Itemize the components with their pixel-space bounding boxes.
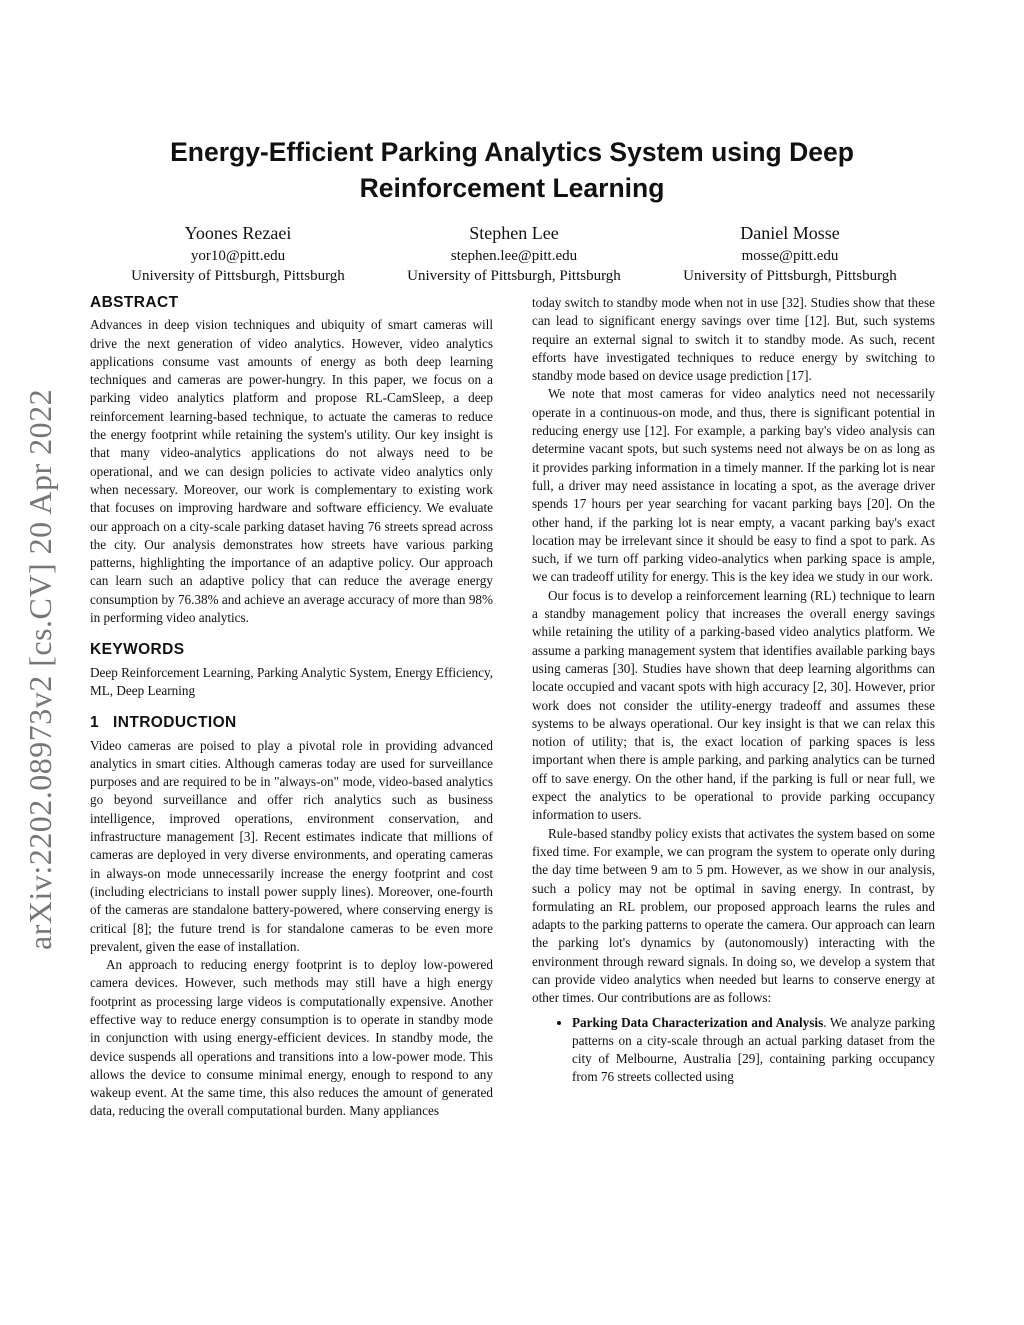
section-number: 1 [90,714,100,732]
author-affiliation: University of Pittsburgh, Pittsburgh [407,268,621,284]
intro-paragraph-1: Video cameras are poised to play a pivotal role in providing advanced analytics in smart cities. Although cameras today are used for surveillance purposes and are required to be in "always-on" mode, video-based analytics go beyond surveillance and offer rich analytics such as business intelligence, improved operations, environment conservation, and infrastructure management [3]. Recent estimates indicate that millions of cameras are deployed in very diverse environments, and operating cameras in always-on mode unnecessarily increase the energy footprint and cost (including electricians to install power supply lines). Moreover, one-fourth of the cameras are standalone battery-powered, where conserving energy is critical [8]; the future trend is for standalone cameras to be even more prevalent, given the ease of installation. [90,737,493,954]
intro-paragraph-2: An approach to reducing energy footprint is to deploy low-powered camera devices. However, such methods may still have a high energy footprint as processing large videos is computationally expensive. Another effective way to reduce energy consumption is to operate in standby mode in conjunction with using energy-efficient devices. In standby mode, the device suspends all operations and transitions into a low-power mode. This allows the device to consume minimal energy, enough to respond to any wakeup event. At the same time, this also reduces the amount of generated data, reducing the overall computational burden. Many appliances [90,957,493,1119]
keywords-heading: KEYWORDS [90,641,185,659]
arxiv-identifier: arXiv:2202.08973v2 [cs.CV] 20 Apr 2022 [22,388,58,950]
author-block [100,220,930,286]
contributions-list [532,1014,935,1087]
author-email: mosse@pitt.edu [741,248,839,264]
author-name: Daniel Mosse [740,223,840,243]
abstract-text: Advances in deep vision techniques and ubiquity of smart cameras will drive the next generation of video analytics. However, video analytics applications consume vast amounts of energy as both deep learning techniques and cameras are power-hungry. In this paper, we focus on a parking video analytics platform and propose RL-CamSleep, a deep reinforcement learning-based technique, to actuate the cameras to reduce the energy footprint while retaining the system's utility. Our key insight is that many video-analytics applications do not always need to be operational, and we can design policies to activate video analytics only when necessary. Moreover, our work is complementary to existing work that focuses on improving hardware and software efficiency. We evaluate our approach on a city-scale parking dataset having 76 streets spread across the city. Our analysis demonstrates how streets have various parking patterns, highlighting the importance of an adaptive policy. Our approach can learn such an adaptive policy that can reduce the average energy consumption by 76.38% and achieve an average accuracy of more than 98% in performing video analytics. [90,317,493,626]
abstract-heading: ABSTRACT [90,294,179,311]
paper-title: Energy-Efficient Parking Analytics System using Deep Reinforcement Learning [170,137,854,203]
author-email: stephen.lee@pitt.edu [450,248,578,264]
intro-paragraph-4: Our focus is to develop a reinforcement learning (RL) technique to learn a standby management policy that increases the overall energy savings while retaining the utility of a parking-based video analytics platform. We assume a parking management system that identifies available parking bays using cameras [30]. Studies have shown that deep learning algorithms can locate occupied and vacant spots with high accuracy [2, 30]. However, prior work does not consider the utility-energy tradeoff and assumes these systems to be always operational. Our key insight is that we can relax this notion of utility; that is, the exact location of parking spaces is less important when there is ample parking, and parking analytics can be turned off to save energy. On the other hand, if the parking is full or near full, we expect the analytics to be operational to provide parking occupancy information to users. [532,587,935,823]
left-column [90,294,493,1121]
author-affiliation: University of Pittsburgh, Pittsburgh [131,268,345,284]
intro-paragraph-3: We note that most cameras for video analytics need not necessarily operate in a continuous-on mode, and thus, there is significant potential in reducing energy use [12]. For example, a parking bay's video analysis can determine vacant spots, but such systems need not always be on as long as it provides parking information in a timely manner. If the parking lot is near full, a driver may need assistance in locating a spot, as the average driver spends 17 hours per year searching for vacant parking bays [20]. On the other hand, if the parking lot is near empty, a vacant parking bay's exact location may be irrelevant since it should be easy to find a spot to park. As such, if we turn off parking video-analytics when parking space is ample, we can tradeoff utility for energy. This is the key idea we study in our work. [532,386,935,585]
right-column [532,294,935,1087]
intro-paragraph-2-continued: today switch to standby mode when not in use [32]. Studies show that these can lead to significant energy savings over time [12]. But, such systems require an external signal to switch it to standby mode. As such, recent efforts have investigated techniques to reduce energy by switching to standby mode based on device usage prediction [17]. [532,295,935,384]
author-name: Yoones Rezaei [184,223,292,243]
section-title: INTRODUCTION [113,714,237,732]
author-2 [376,220,652,286]
intro-paragraph-5: Rule-based standby policy exists that activates the system based on some fixed time. For example, we can program the system to operate only during the day time between 9 am to 5 pm. However, as we show in our analysis, such a policy may not be optimal in saving energy. In contrast, by formulating an RL problem, our proposed approach learns the rules and adapts to the parking patterns to operate the camera. Our approach can learn the parking lot's dynamics by (autonomously) interacting with the environment through reward signals. In doing so, we develop a system that can provide video analytics when needed but learns to conserve energy at other times. Our contributions are as follows: [532,825,935,1006]
author-email: yor10@pitt.edu [190,248,286,264]
contribution-item [572,1014,935,1087]
contribution-title: Parking Data Characterization and Analysis [572,1014,824,1030]
author-1 [100,220,376,286]
author-3 [652,220,928,286]
author-name: Stephen Lee [469,223,559,243]
keywords-text: Deep Reinforcement Learning, Parking Analytic System, Energy Efficiency, ML, Deep Learning [90,664,493,698]
contribution-text: . We analyze parking patterns on a city-scale through an actual parking dataset from the city of Melbourne, Australia [29], containing parking occupancy from 76 streets collected using [572,1014,935,1085]
author-affiliation: University of Pittsburgh, Pittsburgh [683,268,897,284]
section-heading-introduction [90,714,493,732]
